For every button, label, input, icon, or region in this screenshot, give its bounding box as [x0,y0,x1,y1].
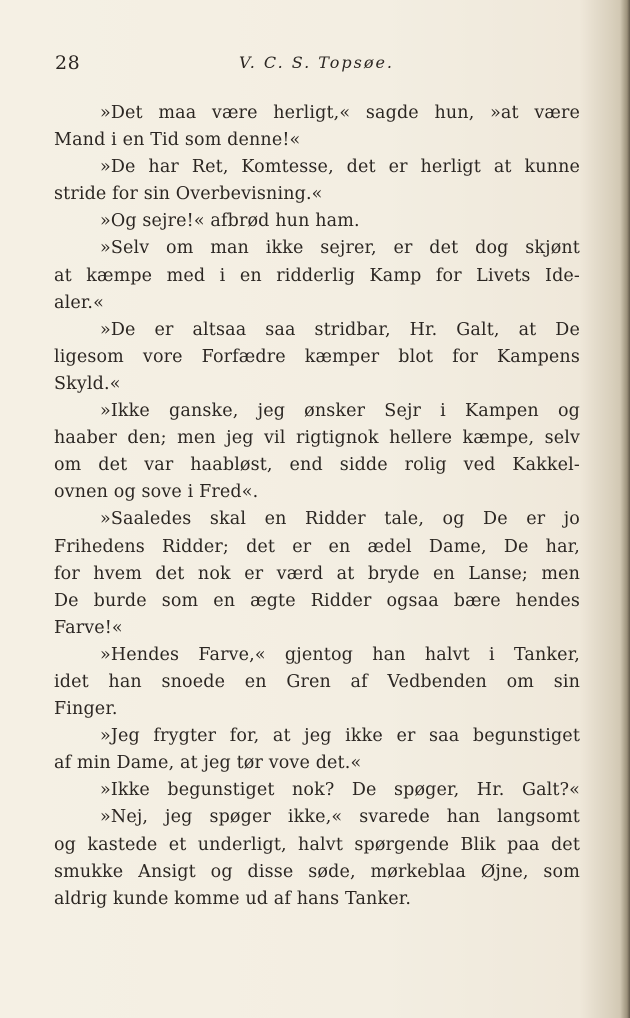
page-header [55,52,578,78]
text-line: smukke Ansigt og disse søde, mørkeblaa Øjne, som [54,861,580,882]
text-line: »Ikke begunstiget nok? De spøger, Hr. Galt?« [100,780,580,801]
text-line: »Det maa være herligt,« sagde hun, »at være [100,103,580,123]
body-text [54,100,580,913]
text-line: »Jeg frygter for, at jeg ikke er saa begunstiget [100,726,580,747]
text-line: »Ikke ganske, jeg ønsker Sejr i Kampen og [100,401,580,422]
page-number: 28 [55,52,81,74]
text-line: »De er altsaa saa stridbar, Hr. Galt, at De [100,319,580,340]
text-line: af min Dame, at jeg tør vove det.« [54,753,362,774]
text-line: aler.« [54,292,104,313]
text-line: »Og sejre!« afbrød hun ham. [100,211,360,232]
text-line: ovnen og sove i Fred«. [54,482,259,503]
text-line: »Hendes Farve,« gjentog han halvt i Tanker, [100,644,580,665]
text-line: Farve!« [54,617,123,638]
text-line: aldrig kunde komme ud af hans Tanker. [54,888,412,909]
text-line: og kastede et underligt, halvt spørgende Blik paa det [54,834,580,855]
text-line: at kæmpe med i en ridderlig Kamp for Livets Ide- [54,265,580,286]
text-line: Finger. [54,699,118,720]
text-line: »Saaledes skal en Ridder tale, og De er jo [100,509,580,530]
running-head: V. C. S. Topsøe. [238,53,395,72]
text-line: Frihedens Ridder; det er en ædel Dame, De har, [54,536,580,557]
text-line: »Selv om man ikke sejrer, er det dog skjønt [100,238,580,259]
text-line: »Nej, jeg spøger ikke,« svarede han langsomt [100,807,580,828]
text-line: De burde som en ægte Ridder ogsaa bære hendes [54,590,580,611]
text-line: for hvem det nok er værd at bryde en Lanse; men [54,563,580,584]
text-line: stride for sin Overbevisning.« [54,184,323,205]
text-line: om det var haabløst, end sidde rolig ved Kakkel- [54,455,580,476]
text-line: Skyld.« [54,373,121,394]
text-line: »De har Ret, Komtesse, det er herligt at kunne [100,157,580,178]
page-edge-shadow [620,0,630,1018]
text-line: haaber den; men jeg vil rigtignok hellere kæmpe, selv [54,428,580,449]
text-line: ligesom vore Forfædre kæmper blot for Kampens [54,346,580,367]
text-line: idet han snoede en Gren af Vedbenden om sin [54,671,580,692]
text-line: Mand i en Tid som denne!« [54,130,301,151]
